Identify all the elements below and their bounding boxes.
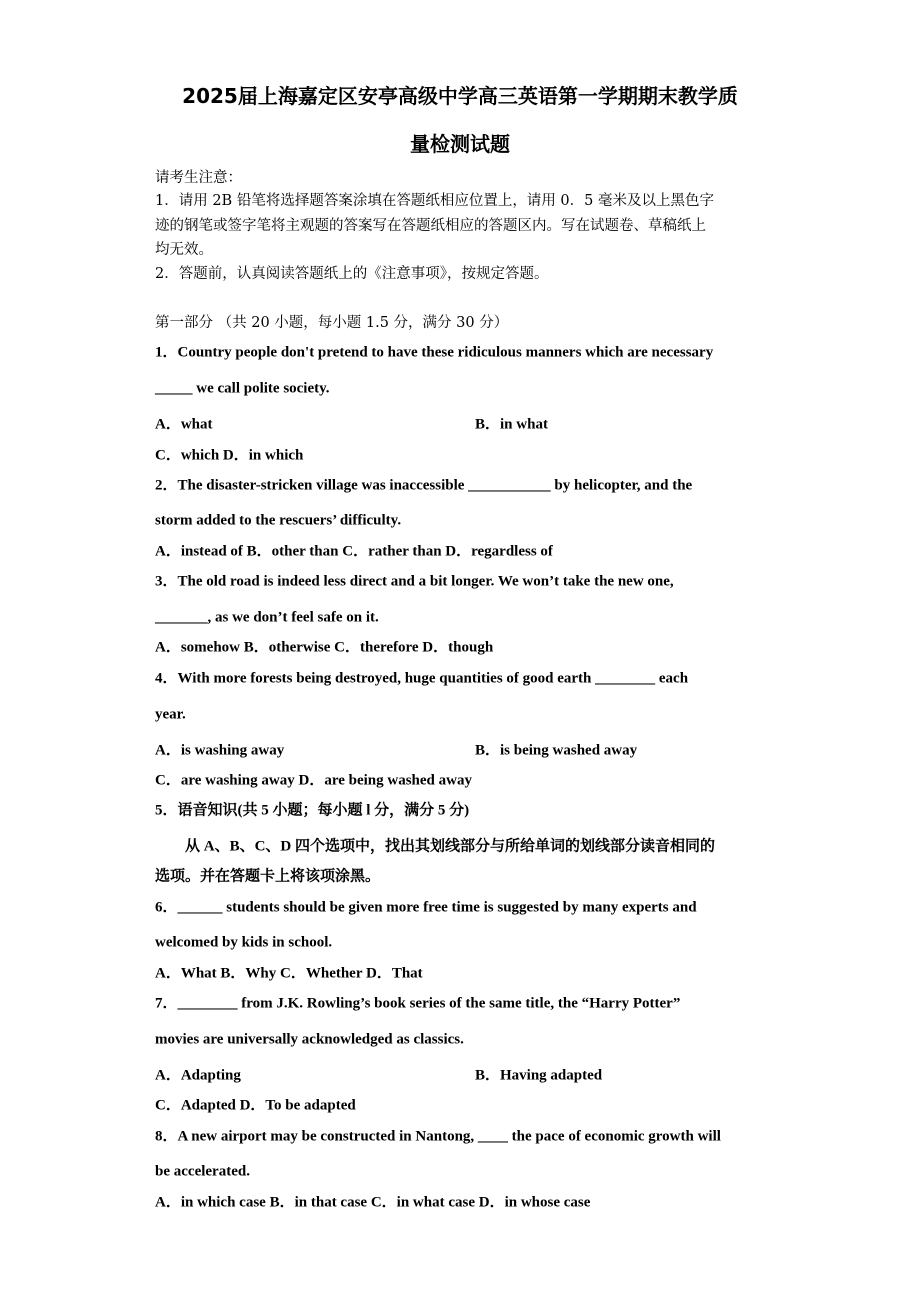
options: A．What B．Why C．Whether D．That [155,965,423,982]
question-1-cont: _____ we call polite society. [155,380,330,397]
notice-line: 2．答题前，认真阅读答题纸上的《注意事项》，按规定答题。 [155,265,549,282]
question-5-instruction-cont: 选项。并在答题卡上将该项涂黑。 [155,868,381,885]
question-6: 6．______ students should be given more free time is suggested by many experts and [155,899,697,916]
option-b: B．is being washed away [475,742,638,759]
option-b: B．Having adapted [475,1067,603,1084]
question-5: 5．语音知识(共 5 小题；每小题 l 分，满分 5 分) [155,802,470,819]
question-1: 1．Country people don't pretend to have these ridiculous manners which are necessary [155,344,714,361]
page-title-line-2: 量检测试题 [410,132,510,156]
option-a: A．Adapting [155,1067,241,1084]
options-cd: C．which D．in which [155,447,304,464]
question-6-cont: welcomed by kids in school. [155,934,333,951]
question-7-cont: movies are universally acknowledged as classics. [155,1031,464,1048]
options-cd: C．Adapted D．To be adapted [155,1097,356,1114]
question-5-instruction: 从 A、B、C、D 四个选项中，找出其划线部分与所给单词的划线部分读音相同的 [185,838,716,855]
option-a: A．is washing away [155,742,285,759]
notice-line: 均无效。 [155,241,213,258]
options-cd: C．are washing away D．are being washed away [155,772,472,789]
question-8: 8．A new airport may be constructed in Nantong, ____ the pace of economic growth will [155,1128,721,1145]
option-a: A．what [155,416,213,433]
notice-line: 1．请用 2B 铅笔将选择题答案涂填在答题纸相应位置上，请用 0．5 毫米及以上黑色字 [155,192,714,209]
question-3: 3．The old road is indeed less direct and a bit longer. We won’t take the new one, [155,573,674,590]
question-7: 7．________ from J.K. Rowling’s book series of the same title, the “Harry Potter” [155,995,681,1012]
options: A．somehow B．otherwise C．therefore D．though [155,639,494,656]
question-3-cont: _______, as we don’t feel safe on it. [155,609,379,626]
question-8-cont: be accelerated. [155,1163,250,1180]
part1-heading: 第一部分 （共 20 小题，每小题 1.5 分，满分 30 分） [155,314,509,331]
question-4: 4．With more forests being destroyed, huge quantities of good earth ________ each [155,670,689,687]
options: A．instead of B．other than C．rather than D．regardless of [155,543,553,560]
options: A．in which case B．in that case C．in what case D．in whose case [155,1194,591,1211]
page-title-line-1: 2025届上海嘉定区安亭高级中学高三英语第一学期期末教学质 [182,84,738,108]
question-2: 2．The disaster-stricken village was inaccessible ___________ by helicopter, and the [155,477,693,494]
question-2-cont: storm added to the rescuers’ difficulty. [155,512,402,529]
question-4-cont: year. [155,706,186,723]
notice-heading: 请考生注意： [155,169,242,186]
option-b: B．in what [475,416,548,433]
notice-line: 迹的钢笔或签字笔将主观题的答案写在答题纸相应的答题区内。写在试题卷、草稿纸上 [155,217,706,234]
